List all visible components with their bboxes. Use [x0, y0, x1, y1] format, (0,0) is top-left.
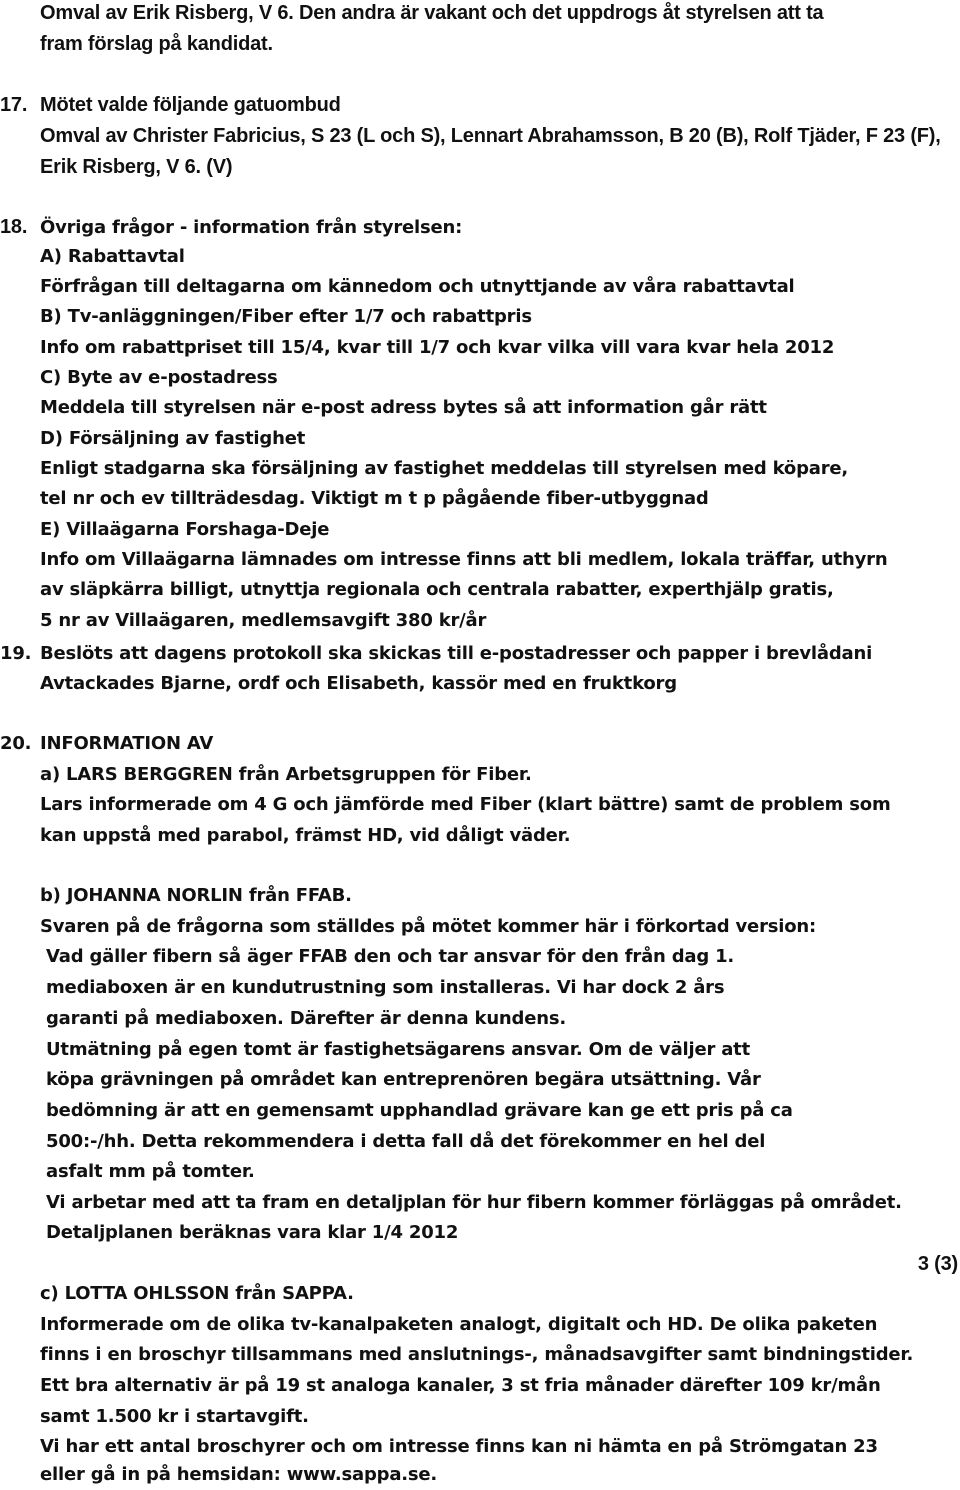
text-line: C) Byte av e-postadress [40, 367, 278, 388]
section-18-heading [0, 212, 462, 242]
text-line: tel nr och ev tillträdesdag. Viktigt m t p pågående fiber-utbyggnad [40, 488, 709, 509]
text-line: Vad gäller fibern så äger FFAB den och tar ansvar för den från dag 1. [46, 946, 735, 967]
text-line: Omval av Erik Risberg, V 6. Den andra är vakant och det uppdrogs åt styrelsen att ta [40, 2, 824, 24]
section-number: 18. [0, 216, 28, 238]
text-line: Info om Villaägarna lämnades om intresse finns att bli medlem, lokala träffar, uthyrn [40, 549, 888, 570]
text-line: bedömning är att en gemensamt upphandlad grävare kan ge ett pris på ca [46, 1100, 793, 1121]
text-line: Informerade om de olika tv-kanalpaketen analogt, digitalt och HD. De olika paketen [40, 1314, 878, 1335]
text-line: 500:-/hh. Detta rekommendera i detta fall då det förekommer en hel del [46, 1131, 766, 1152]
text-line: garanti på mediaboxen. Därefter är denna kundens. [46, 1008, 567, 1029]
text-line: Vi arbetar med att ta fram en detaljplan för hur fibern kommer förläggas på området. [46, 1192, 902, 1213]
page-number: 3 (3) [917, 1253, 958, 1275]
section-heading: INFORMATION AV [40, 733, 214, 754]
text-line: 5 nr av Villaägaren, medlemsavgift 380 kr/år [40, 610, 487, 631]
text-line: Avtackades Bjarne, ordf och Elisabeth, kassör med en fruktkorg [40, 673, 677, 694]
section-20-heading [0, 729, 213, 759]
section-19-heading [0, 639, 872, 669]
section-heading: Beslöts att dagens protokoll ska skickas till e-postadresser och papper i brevlådani [40, 643, 873, 664]
text-line: finns i en broschyr tillsammans med anslutnings-, månadsavgifter samt bindningstider. [40, 1344, 914, 1365]
text-line: av släpkärra billigt, utnyttja regionala och centrala rabatter, experthjälp gratis, [40, 579, 834, 600]
subsection-c-title: c) LOTTA OHLSSON från SAPPA. [40, 1283, 354, 1304]
text-line: Meddela till styrelsen när e-post adress bytes så att information går rätt [40, 397, 767, 418]
text-line: mediaboxen är en kundutrustning som installeras. Vi har dock 2 års [46, 977, 725, 998]
text-line: samt 1.500 kr i startavgift. [40, 1406, 309, 1427]
text-line: Info om rabattpriset till 15/4, kvar till 1/7 och kvar vilka vill vara kvar hela 2012 [40, 337, 835, 358]
text-line: Vi har ett antal broschyrer och om intresse finns kan ni hämta en på Strömgatan 23 [40, 1436, 878, 1457]
text-line: Ett bra alternativ är på 19 st analoga kanaler, 3 st fria månader därefter 109 kr/mån [40, 1375, 881, 1396]
text-line: Omval av Christer Fabricius, S 23 (L och S), Lennart Abrahamsson, B 20 (B), Rolf Tjäder, F 23 (F), [40, 125, 941, 147]
text-line: Lars informerade om 4 G och jämförde med Fiber (klart bättre) samt de problem som [40, 794, 891, 815]
text-line: Utmätning på egen tomt är fastighetsägarens ansvar. Om de väljer att [46, 1039, 750, 1060]
section-heading: Mötet valde följande gatuombud [40, 94, 341, 116]
subsection-a-title: a) LARS BERGGREN från Arbetsgruppen för Fiber. [40, 764, 532, 785]
subsection-b-intro: Svaren på de frågorna som ställdes på mötet kommer här i förkortad version: [40, 916, 817, 937]
text-line: Erik Risberg, V 6. (V) [40, 156, 233, 178]
section-number: 17. [0, 94, 28, 116]
text-line: kan uppstå med parabol, främst HD, vid dåligt väder. [40, 825, 571, 846]
text-line: A) Rabattavtal [40, 246, 185, 267]
text-line: B) Tv-anläggningen/Fiber efter 1/7 och rabattpris [40, 306, 532, 327]
text-line: D) Försäljning av fastighet [40, 428, 306, 449]
text-line: Enligt stadgarna ska försäljning av fastighet meddelas till styrelsen med köpare, [40, 458, 849, 479]
section-heading: Övriga frågor - information från styrelsen: [40, 217, 463, 238]
text-line: asfalt mm på tomter. [46, 1161, 255, 1182]
subsection-b-title: b) JOHANNA NORLIN från FFAB. [40, 885, 352, 906]
section-number: 20. [0, 733, 32, 754]
text-line: köpa grävningen på området kan entreprenören begära utsättning. Vår [46, 1069, 761, 1090]
section-number: 19. [0, 643, 32, 664]
text-line: E) Villaägarna Forshaga-Deje [40, 519, 330, 540]
text-line: fram förslag på kandidat. [40, 33, 273, 55]
text-line: Detaljplanen beräknas vara klar 1/4 2012 [46, 1222, 459, 1243]
section-17-heading [0, 90, 341, 120]
text-line: eller gå in på hemsidan: www.sappa.se. [40, 1464, 438, 1485]
text-line: Förfrågan till deltagarna om kännedom och utnyttjande av våra rabattavtal [40, 276, 795, 297]
